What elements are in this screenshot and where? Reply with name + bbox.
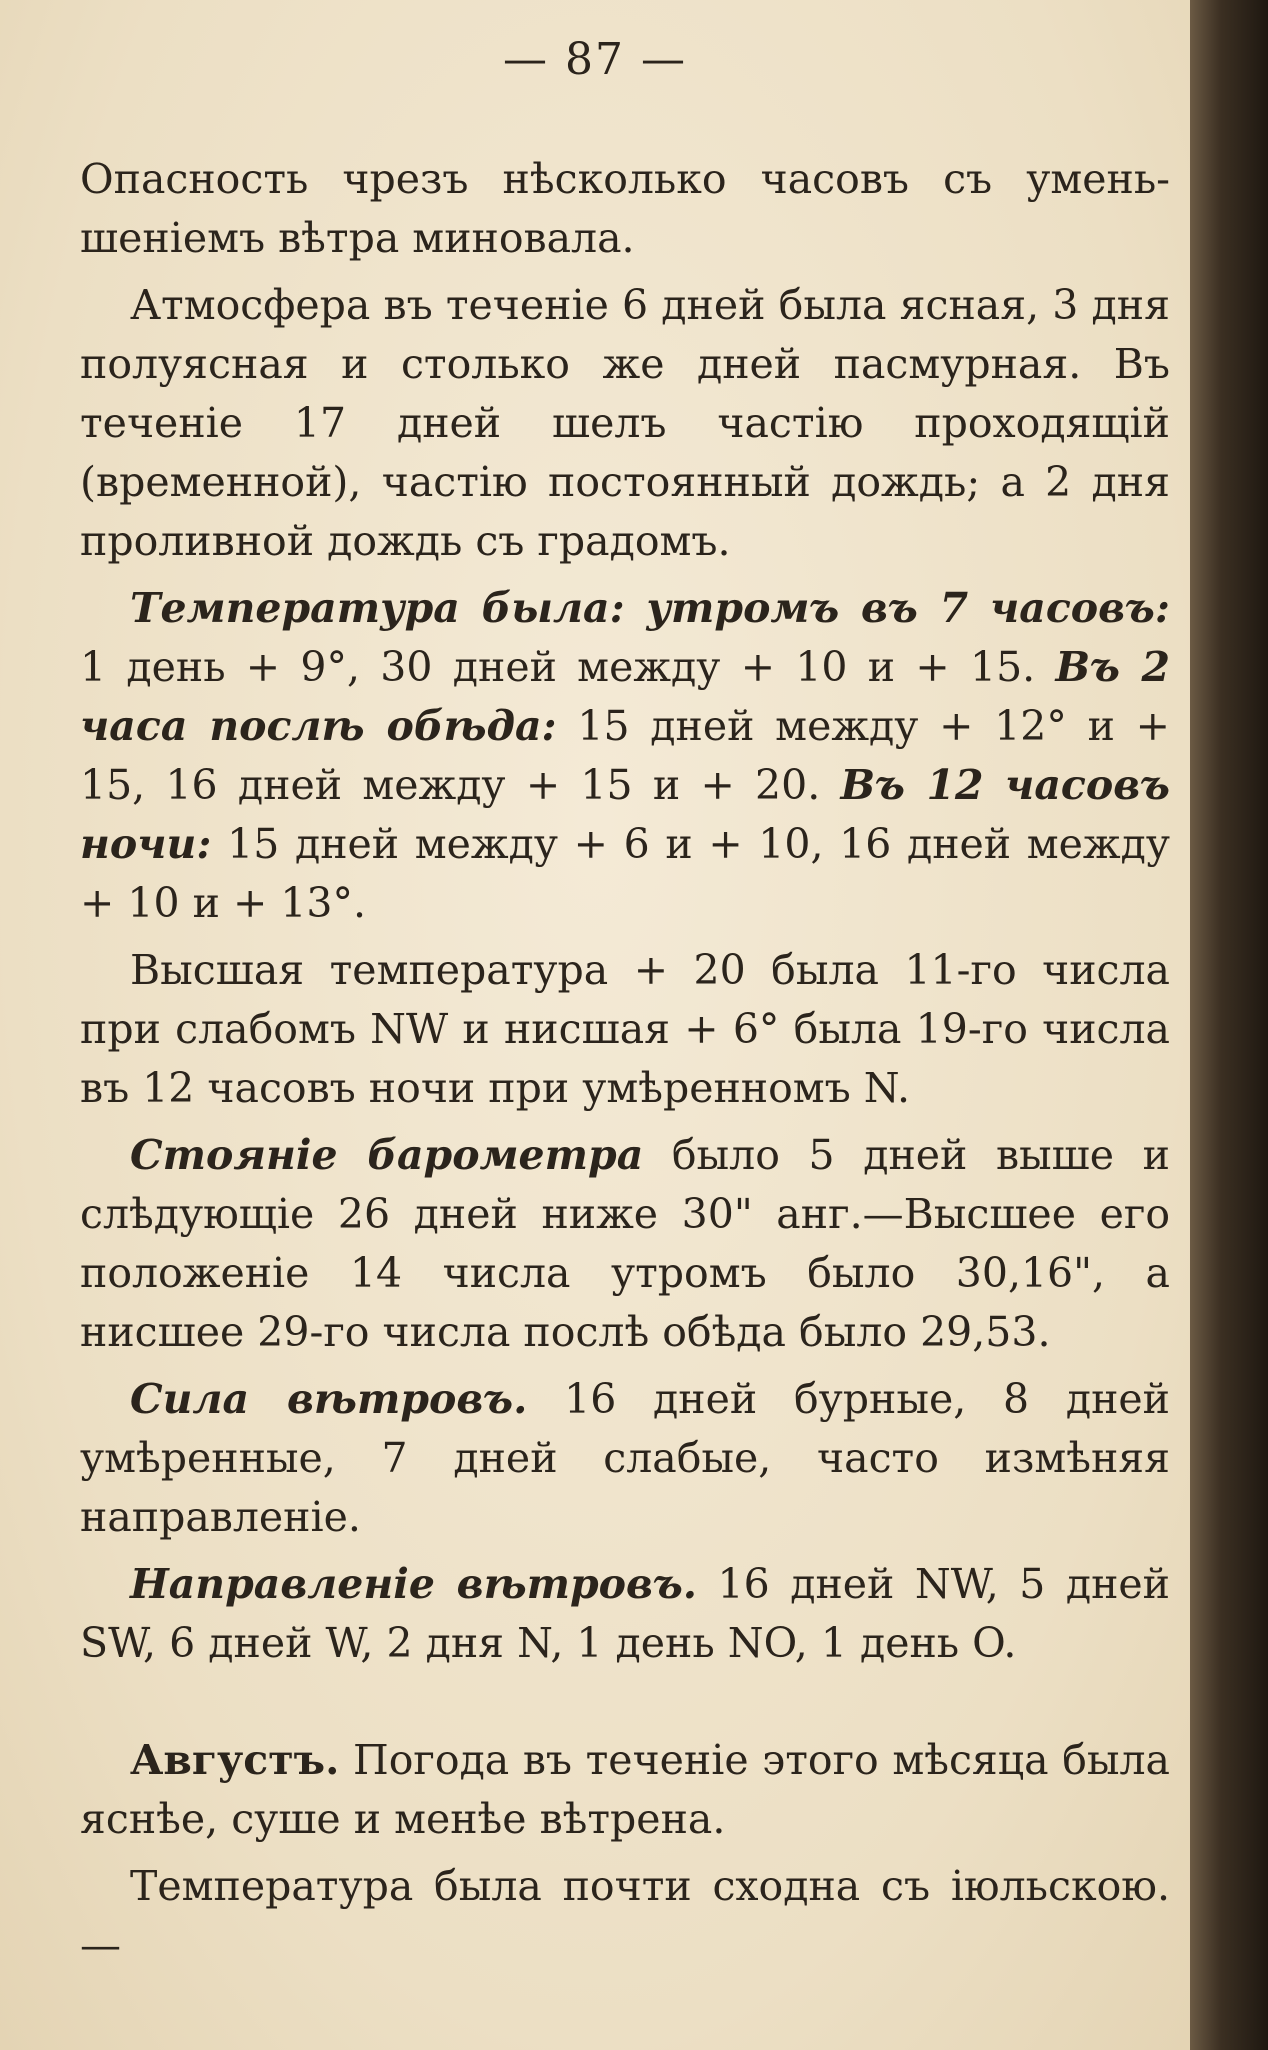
paragraph-5 [80,1126,1170,1362]
section-gap [80,1681,1170,1731]
wind-strength-text: 16 дней бурные, 8 дней умѣренные, 7 дней слабые, часто измѣняя направленіе. [80,1375,1170,1541]
paragraph-9: Температура была почти сходна съ іюльскою.— [80,1862,1170,1969]
temperature-lead: Температура была: утромъ въ 7 часовъ: [130,584,1170,632]
wind-direction-text: 16 дней NW, 5 дней SW, 6 дней W, 2 дня N, 1 день NO, 1 день O. [80,1560,1171,1667]
paragraph-8 [80,1731,1170,1849]
night-lead: Въ 12 часовъ ночи: [80,761,1170,868]
book-spine [1190,0,1268,2050]
paragraph-7 [80,1555,1170,1673]
night-text: 15 дней между + 6 и + 10, 16 дней между + 10 и + 13°. [80,820,1170,927]
afternoon-text: 15 дней между + 12° и + 15, 16 дней между + 15 и + 20. [80,702,1170,809]
barometer-lead: Стояніе барометра [130,1131,644,1179]
afternoon-lead: Въ 2 часа послѣ обѣда: [80,643,1170,750]
temperature-morning-text: 1 день + 9°, 30 дней между + 10 и + 15. [80,643,1036,691]
page-body [80,150,1170,1983]
page-number: — 87 — [503,34,687,85]
wind-direction-lead: Направленіе вѣтровъ. [130,1560,698,1608]
paragraph-2: Атмосфера въ теченіе 6 дней была ясная, 3 дня полуясная и столько же дней пасмурная. Въ теченіе 17 дней шелъ частію проходящій (временной), частію постоянный дождь; а 2 дня проливной дождь съ градомъ. [80,281,1170,565]
paragraph-4: Высшая температура + 20 была 11-го числа при слабомъ NW и нисшая + 6° была 19-го числа въ 12 часовъ ночи при умѣренномъ N. [80,946,1170,1112]
paragraph-1: Опасность чрезъ нѣсколько часовъ съ умень-шеніемъ вѣтра миновала. [80,155,1170,262]
paragraph-3 [80,579,1170,933]
wind-strength-lead: Сила вѣтровъ. [130,1375,528,1423]
august-text: Погода въ теченіе этого мѣсяца была яснѣе, суше и менѣе вѣтрена. [80,1736,1170,1843]
paragraph-6 [80,1370,1170,1547]
august-heading: Августъ. [130,1736,340,1784]
barometer-text: было 5 дней выше и слѣдующіе 26 дней ниже 30" анг.—Высшее его положеніе 14 числа утромъ было 30,16", а нисшее 29-го числа послѣ обѣда было 29,53. [80,1131,1170,1356]
